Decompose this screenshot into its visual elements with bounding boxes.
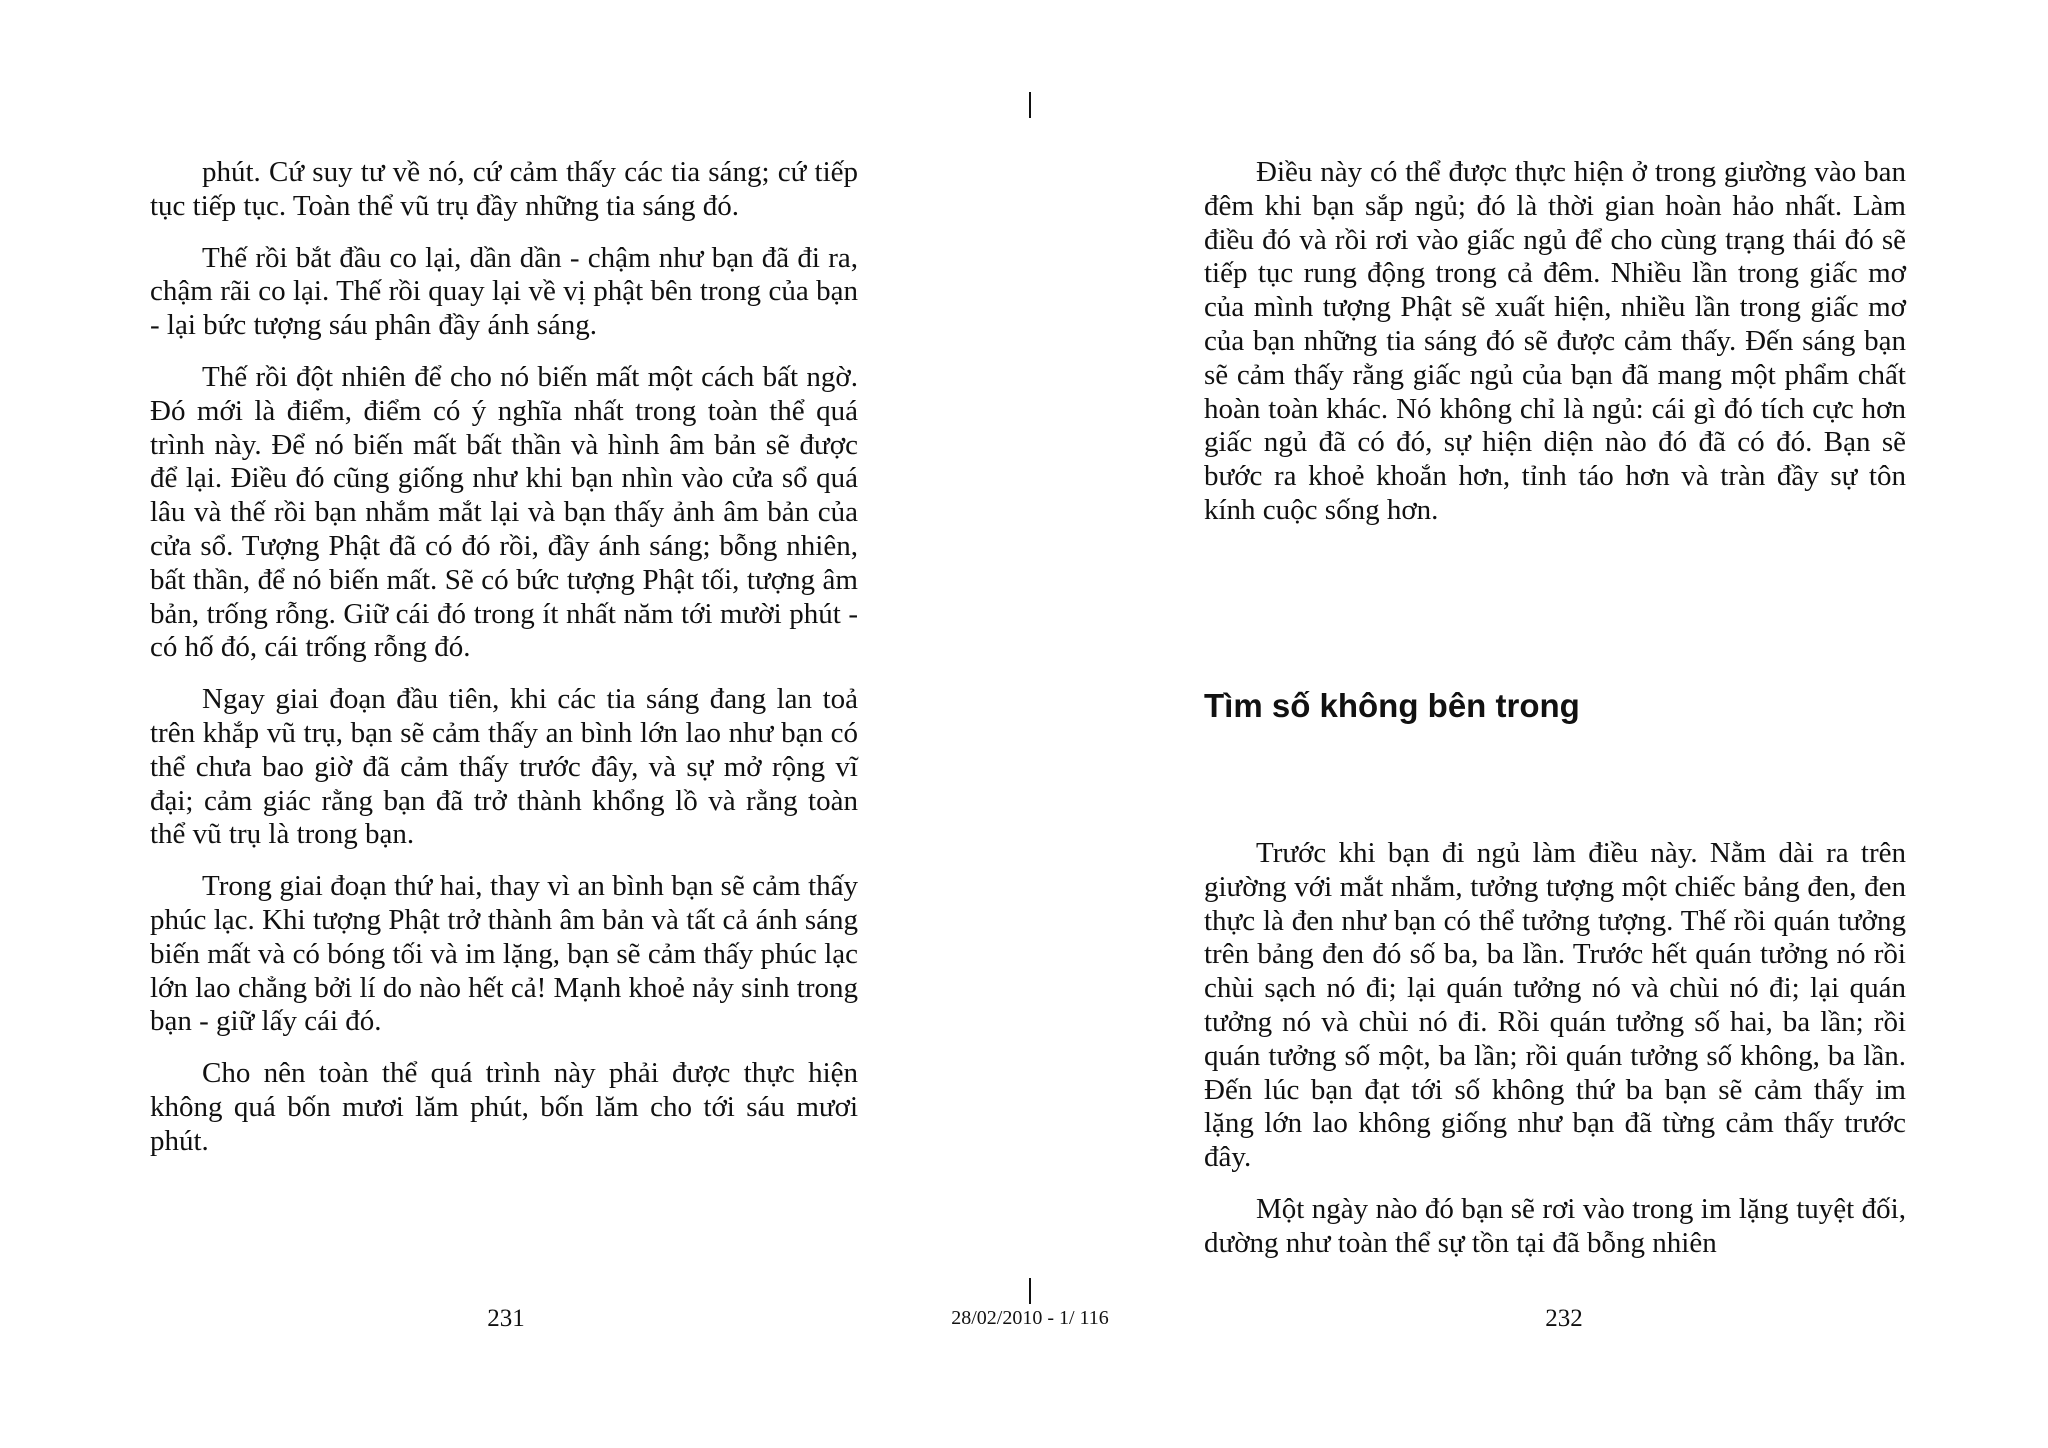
right-paragraph-1: Điều này có thể được thực hiện ở trong giường vào ban đêm khi bạn sắp ngủ; đó là thời gian hoàn hảo nhất. Làm điều đó và rồi rơi vào giấc ngủ để cho cùng trạng thái đó sẽ tiếp tục rung động trong cả đêm. Nhiều lần trong giấc mơ của mình tượng Phật sẽ xuất hiện, nhiều lần trong giấc mơ của bạn những tia sáng đó sẽ được cảm thấy. Đến sáng bạn sẽ cảm thấy rằng giấc ngủ của bạn đã mang một phẩm chất hoàn toàn khác. Nó không chỉ là ngủ: cái gì đó tích cực hơn giấc ngủ đã có đó, sự hiện diện nào đó đã có đó. Bạn sẽ bước ra khoẻ khoắn hơn, tỉnh táo hơn và tràn đầy sự tôn kính cuộc sống hơn.: [1204, 156, 1906, 526]
left-paragraph-4: Ngay giai đoạn đầu tiên, khi các tia sáng đang lan toả trên khắp vũ trụ, bạn sẽ cảm thấy an bình lớn lao như bạn có thể chưa bao giờ đã cảm thấy trước đây, và sự mở rộng vĩ đại; cảm giác rằng bạn đã trở thành khổng lồ và rằng toàn thể vũ trụ là trong bạn.: [150, 683, 858, 851]
right-paragraph-2: Trước khi bạn đi ngủ làm điều này. Nằm dài ra trên giường với mắt nhắm, tưởng tượng một chiếc bảng đen, đen thực là đen như bạn có thể tưởng tượng. Thế rồi quán tưởng trên bảng đen đó số ba, ba lần. Trước hết quán tưởng nó rồi chùi sạch nó đi; lại quán tưởng nó và chùi nó đi; lại quán tưởng nó và chùi nó đi. Rồi quán tưởng số hai, ba lần; rồi quán tưởng số một, ba lần; rồi quán tưởng số không, ba lần. Đến lúc bạn đạt tới số không thứ ba bạn sẽ cảm thấy im lặng lớn lao không giống như bạn đã từng cảm thấy trước đây.: [1204, 837, 1906, 1174]
section-heading: Tìm số không bên trong: [1204, 687, 1580, 724]
crop-mark-bottom: [1029, 1278, 1031, 1304]
right-page-bottom: [1204, 837, 1906, 1279]
footer-date: 28/02/2010 - 1/ 116: [951, 1307, 1109, 1329]
right-paragraph-3: Một ngày nào đó bạn sẽ rơi vào trong im lặng tuyệt đối, dường như toàn thể sự tồn tại đã bỗng nhiên: [1204, 1192, 1906, 1259]
left-paragraph-3: Thế rồi đột nhiên để cho nó biến mất một cách bất ngờ. Đó mới là điểm, điểm có ý nghĩa nhất trong toàn thể quá trình này. Để nó biến mất bất thần và hình âm bản sẽ được để lại. Điều đó cũng giống như khi bạn nhìn vào cửa sổ quá lâu và thế rồi bạn nhắm mắt lại và bạn thấy ảnh âm bản của cửa sổ. Tượng Phật đã có đó rồi, đầy ánh sáng; bỗng nhiên, bất thần, để nó biến mất. Sẽ có bức tượng Phật tối, tượng âm bản, trống rỗng. Giữ cái đó trong ít nhất năm tới mười phút - có hố đó, cái trống rỗng đó.: [150, 360, 858, 664]
left-paragraph-5: Trong giai đoạn thứ hai, thay vì an bình bạn sẽ cảm thấy phúc lạc. Khi tượng Phật trở thành âm bản và tất cả ánh sáng biến mất và có bóng tối và im lặng, bạn sẽ cảm thấy phúc lạc lớn lao chẳng bởi lí do nào hết cả! Mạnh khoẻ nảy sinh trong bạn - giữ lấy cái đó.: [150, 870, 858, 1038]
page-number-right: 232: [1545, 1305, 1583, 1332]
left-paragraph-6: Cho nên toàn thể quá trình này phải được thực hiện không quá bốn mươi lăm phút, bốn lăm cho tới sáu mươi phút.: [150, 1057, 858, 1157]
crop-mark-top: [1029, 92, 1031, 118]
left-paragraph-2: Thế rồi bắt đầu co lại, dần dần - chậm như bạn đã đi ra, chậm rãi co lại. Thế rồi quay lại về vị phật bên trong của bạn - lại bức tượng sáu phân đầy ánh sáng.: [150, 241, 858, 342]
right-page-top: [1204, 156, 1906, 546]
page-number-left: 231: [487, 1305, 525, 1332]
left-page: [150, 156, 858, 1177]
left-paragraph-1: phút. Cứ suy tư về nó, cứ cảm thấy các tia sáng; cứ tiếp tục tiếp tục. Toàn thể vũ trụ đầy những tia sáng đó.: [150, 156, 858, 222]
